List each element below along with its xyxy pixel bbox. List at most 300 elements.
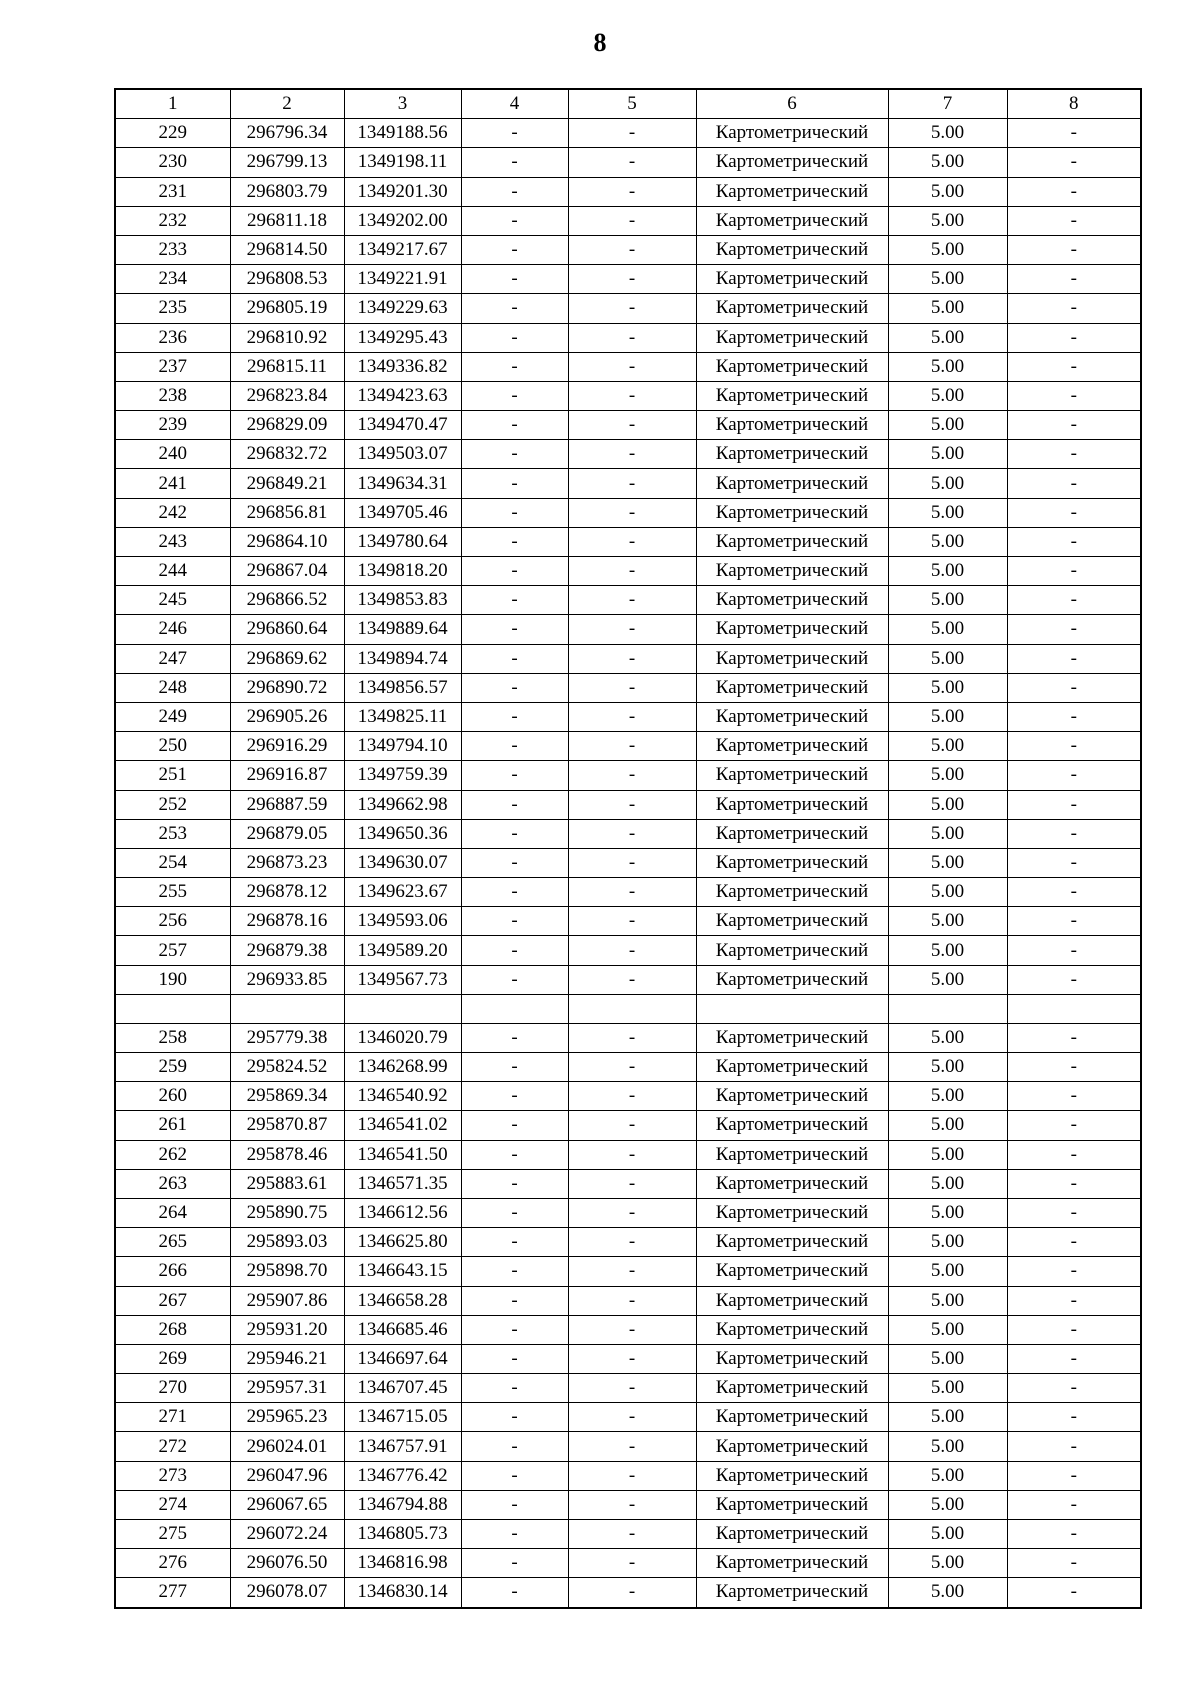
table-cell: 296916.29 [230,732,344,761]
table-cell: Картометрический [696,1023,888,1052]
table-cell: - [461,557,568,586]
table-cell: - [461,761,568,790]
table-cell: - [461,265,568,294]
table-cell: Картометрический [696,1432,888,1461]
table-cell: - [461,1461,568,1490]
table-cell: 5.00 [888,1111,1007,1140]
table-cell: - [461,148,568,177]
table-cell: 1349593.06 [344,907,461,936]
table-row [115,498,1141,527]
table-cell: - [1007,936,1141,965]
table-cell: 1346658.28 [344,1286,461,1315]
table-cell: - [568,323,696,352]
table-cell: - [461,206,568,235]
table-cell: - [461,936,568,965]
table-cell: 296878.12 [230,878,344,907]
table-cell: 5.00 [888,294,1007,323]
table-cell: - [568,1257,696,1286]
table-cell: - [461,878,568,907]
table-row [115,1228,1141,1257]
table-cell: - [568,411,696,440]
table-cell: Картометрический [696,206,888,235]
table-cell: - [1007,177,1141,206]
table-cell: - [568,1490,696,1519]
table-cell: 5.00 [888,1053,1007,1082]
table-cell: - [461,294,568,323]
table-cell: 296864.10 [230,527,344,556]
table-cell: - [568,1315,696,1344]
table-row [115,965,1141,994]
table-cell: - [568,1082,696,1111]
table-cell: 295869.34 [230,1082,344,1111]
table-cell: 5.00 [888,1257,1007,1286]
table-cell: - [461,1315,568,1344]
table-cell: 5.00 [888,1461,1007,1490]
table-cell: 5.00 [888,1344,1007,1373]
table-cell: 1346540.92 [344,1082,461,1111]
table-cell: 1349662.98 [344,790,461,819]
table-row [115,294,1141,323]
table-cell: - [1007,294,1141,323]
table-cell: - [461,1053,568,1082]
table-cell: - [1007,1578,1141,1608]
table-cell: 1349894.74 [344,644,461,673]
table-cell: - [1007,411,1141,440]
table-cell: - [1007,235,1141,264]
table-cell: - [568,761,696,790]
table-cell: - [1007,557,1141,586]
table-cell: - [1007,1286,1141,1315]
table-cell: Картометрический [696,1286,888,1315]
table-row [115,1257,1141,1286]
table-row [115,206,1141,235]
table-cell: 296867.04 [230,557,344,586]
table-row [115,1053,1141,1082]
table-row [115,1578,1141,1608]
table-cell: 232 [115,206,230,235]
table-cell: Картометрический [696,878,888,907]
table-cell: Картометрический [696,848,888,877]
table-cell: - [1007,1111,1141,1140]
table-cell: 5.00 [888,265,1007,294]
table-cell: 236 [115,323,230,352]
table-cell: 1349589.20 [344,936,461,965]
table-cell: 267 [115,1286,230,1315]
table-cell: - [461,352,568,381]
table-cell: - [461,1140,568,1169]
table-cell: Картометрический [696,323,888,352]
table-cell: - [568,1111,696,1140]
table-cell: Картометрический [696,1082,888,1111]
table-row [115,644,1141,673]
table-cell: 1349423.63 [344,381,461,410]
table-cell: - [461,1490,568,1519]
table-cell: - [568,1432,696,1461]
table-cell: 240 [115,440,230,469]
table-cell: 296879.38 [230,936,344,965]
table-cell: 1346541.02 [344,1111,461,1140]
table-cell: 5.00 [888,1023,1007,1052]
table-cell: 5.00 [888,936,1007,965]
table-cell: 296024.01 [230,1432,344,1461]
table-cell: 295779.38 [230,1023,344,1052]
table-cell: 273 [115,1461,230,1490]
table-row [115,1082,1141,1111]
table-cell: 230 [115,148,230,177]
table-cell: 5.00 [888,819,1007,848]
table-cell: Картометрический [696,119,888,148]
table-cell: 296878.16 [230,907,344,936]
table-cell [696,994,888,1023]
table-body [115,119,1141,1608]
table-cell: - [1007,1228,1141,1257]
table-cell: - [568,1374,696,1403]
table-cell: 5.00 [888,1432,1007,1461]
table-cell: Картометрический [696,1490,888,1519]
table-row [115,557,1141,586]
table-cell: Картометрический [696,352,888,381]
table-cell: 242 [115,498,230,527]
table-cell: 296916.87 [230,761,344,790]
table-cell: Картометрический [696,527,888,556]
table-cell: 295870.87 [230,1111,344,1140]
table-cell: - [1007,1023,1141,1052]
table-cell: 295957.31 [230,1374,344,1403]
table-cell: 243 [115,527,230,556]
table-cell: 272 [115,1432,230,1461]
table-cell: - [1007,965,1141,994]
table-cell: 296933.85 [230,965,344,994]
table-cell: 263 [115,1169,230,1198]
table-cell: 265 [115,1228,230,1257]
table-cell: - [1007,1403,1141,1432]
table-cell: 5.00 [888,1549,1007,1578]
table-cell: - [1007,119,1141,148]
table-cell: 229 [115,119,230,148]
table-cell: 5.00 [888,177,1007,206]
table-row [115,1198,1141,1227]
table-row [115,1315,1141,1344]
table-cell: 235 [115,294,230,323]
table-cell: - [1007,352,1141,381]
table-cell: - [568,1169,696,1198]
table-cell: - [568,1198,696,1227]
table-cell: - [1007,1344,1141,1373]
table-cell: 5.00 [888,235,1007,264]
table-cell: - [461,1169,568,1198]
table-cell: - [461,1578,568,1608]
table-cell: 296860.64 [230,615,344,644]
table-cell: - [568,1023,696,1052]
table-cell: 296067.65 [230,1490,344,1519]
table-cell: - [1007,1520,1141,1549]
table-row [115,1461,1141,1490]
table-cell: - [1007,819,1141,848]
table-cell: Картометрический [696,965,888,994]
table-cell: - [1007,1490,1141,1519]
table-cell: Картометрический [696,1549,888,1578]
table-cell: 1349198.11 [344,148,461,177]
table-cell: 5.00 [888,615,1007,644]
table-cell: 255 [115,878,230,907]
table-cell: - [1007,586,1141,615]
table-cell: - [461,586,568,615]
table-cell: - [461,1023,568,1052]
table-cell: 5.00 [888,527,1007,556]
table-row [115,702,1141,731]
table-cell: - [568,1403,696,1432]
table-cell: - [461,673,568,702]
table-cell: - [1007,1198,1141,1227]
table-row [115,907,1141,936]
table-cell: 5.00 [888,878,1007,907]
table-cell: 5.00 [888,761,1007,790]
table-cell: 1349634.31 [344,469,461,498]
table-cell: - [461,527,568,556]
table-cell: 1346643.15 [344,1257,461,1286]
table-row [115,527,1141,556]
table-cell: 296905.26 [230,702,344,731]
table-cell: 5.00 [888,1198,1007,1227]
table-cell [1007,994,1141,1023]
table-cell: - [1007,1053,1141,1082]
table-cell: 1346707.45 [344,1374,461,1403]
table-cell: Картометрический [696,790,888,819]
table-cell: 1349794.10 [344,732,461,761]
table-cell: - [1007,673,1141,702]
table-row [115,1140,1141,1169]
table-cell: Картометрический [696,732,888,761]
table-cell: - [461,119,568,148]
table-cell: 260 [115,1082,230,1111]
table-cell: 5.00 [888,1140,1007,1169]
table-cell: - [1007,878,1141,907]
table-cell: 296072.24 [230,1520,344,1549]
table-cell: - [1007,469,1141,498]
table-cell: Картометрический [696,498,888,527]
table-cell: 295907.86 [230,1286,344,1315]
table-cell: 266 [115,1257,230,1286]
table-cell: - [568,878,696,907]
table-cell: - [461,177,568,206]
table-cell: - [1007,1432,1141,1461]
table-row [115,235,1141,264]
table-cell: 5.00 [888,586,1007,615]
table-row [115,1111,1141,1140]
table-row [115,177,1141,206]
table-cell: 5.00 [888,1169,1007,1198]
table-cell: 257 [115,936,230,965]
table-cell: 241 [115,469,230,498]
table-cell: - [568,702,696,731]
table-cell: 246 [115,615,230,644]
table-cell: Картометрический [696,381,888,410]
table-row [115,819,1141,848]
table-cell: 296823.84 [230,381,344,410]
table-cell: - [1007,323,1141,352]
table-cell: Картометрический [696,702,888,731]
table-cell: 5.00 [888,352,1007,381]
table-cell: 268 [115,1315,230,1344]
table-cell: 258 [115,1023,230,1052]
table-cell: 296076.50 [230,1549,344,1578]
table-cell: 5.00 [888,790,1007,819]
table-cell: - [461,1082,568,1111]
table-row [115,790,1141,819]
table-cell: Картометрический [696,440,888,469]
table-cell: 5.00 [888,1520,1007,1549]
table-cell: 5.00 [888,848,1007,877]
table-cell: 295965.23 [230,1403,344,1432]
table-cell: - [461,1549,568,1578]
table-cell: - [568,1286,696,1315]
table-cell: 1349705.46 [344,498,461,527]
table-cell: - [1007,440,1141,469]
table-cell: - [461,965,568,994]
table-row [115,936,1141,965]
table-cell: - [568,1228,696,1257]
table-cell: Картометрический [696,819,888,848]
table-cell: - [461,790,568,819]
table-cell: 1349856.57 [344,673,461,702]
table-cell: - [1007,1257,1141,1286]
table-cell: 1349623.67 [344,878,461,907]
table-cell: 5.00 [888,1286,1007,1315]
table-cell: - [568,557,696,586]
table-cell: 1346625.80 [344,1228,461,1257]
table-cell: - [1007,1315,1141,1344]
table-cell: 5.00 [888,1490,1007,1519]
table-cell: 1346776.42 [344,1461,461,1490]
table-cell: 1346697.64 [344,1344,461,1373]
table-cell: Картометрический [696,148,888,177]
table-cell: - [568,1520,696,1549]
table-cell: 190 [115,965,230,994]
table-cell: - [1007,1169,1141,1198]
table-cell: 247 [115,644,230,673]
table-cell: - [568,615,696,644]
table-cell: - [568,1549,696,1578]
table-cell: - [568,644,696,673]
table-cell: - [568,819,696,848]
table-cell: Картометрический [696,936,888,965]
table-cell: - [1007,206,1141,235]
table-cell: 252 [115,790,230,819]
table-cell: - [568,381,696,410]
table-header-row [115,89,1141,119]
table-cell: 5.00 [888,1403,1007,1432]
table-cell: 296811.18 [230,206,344,235]
table-cell: - [568,527,696,556]
table-row [115,1403,1141,1432]
table-cell: 295824.52 [230,1053,344,1082]
table-cell: 1349336.82 [344,352,461,381]
table-spacer-row [115,994,1141,1023]
table-cell: 296047.96 [230,1461,344,1490]
table-row [115,469,1141,498]
table-cell: - [461,381,568,410]
table-cell: 251 [115,761,230,790]
table-cell: 231 [115,177,230,206]
table-cell: 296814.50 [230,235,344,264]
table-cell: - [568,148,696,177]
table-cell: - [461,644,568,673]
table-cell: 1349229.63 [344,294,461,323]
table-cell: - [1007,527,1141,556]
table-cell: - [568,119,696,148]
table-cell: - [568,352,696,381]
table-cell: Картометрический [696,615,888,644]
table-cell: - [1007,790,1141,819]
table-cell: Картометрический [696,177,888,206]
table-cell: 1349780.64 [344,527,461,556]
table-row [115,1023,1141,1052]
table-cell: 5.00 [888,702,1007,731]
table-cell: - [461,615,568,644]
table-cell: - [568,294,696,323]
table-cell: - [461,411,568,440]
table-cell: 1349503.07 [344,440,461,469]
table-cell [461,994,568,1023]
table-cell: 5.00 [888,323,1007,352]
table-row [115,323,1141,352]
table-cell: 5.00 [888,381,1007,410]
table-cell: - [568,235,696,264]
table-cell: 276 [115,1549,230,1578]
table-cell: 1346805.73 [344,1520,461,1549]
table-row [115,1344,1141,1373]
table-cell: - [568,586,696,615]
table-cell: 234 [115,265,230,294]
table-cell: - [568,1053,696,1082]
table-cell: 1349221.91 [344,265,461,294]
table-cell: 295946.21 [230,1344,344,1373]
table-cell: Картометрический [696,1228,888,1257]
table-cell: 296873.23 [230,848,344,877]
column-header: 4 [461,89,568,119]
table-cell [568,994,696,1023]
table-cell: - [568,848,696,877]
table-cell: 295893.03 [230,1228,344,1257]
table-cell: 296869.62 [230,644,344,673]
table-cell: Картометрический [696,1374,888,1403]
table-cell: - [1007,761,1141,790]
table-row [115,1169,1141,1198]
table-row [115,352,1141,381]
coordinates-table [114,88,1142,1609]
table-cell: Картометрический [696,1315,888,1344]
table-row [115,1520,1141,1549]
table-cell: - [1007,498,1141,527]
table-cell: 5.00 [888,673,1007,702]
table-cell: - [461,1403,568,1432]
table-cell: 295883.61 [230,1169,344,1198]
table-cell: 233 [115,235,230,264]
column-header: 5 [568,89,696,119]
table-cell: - [568,206,696,235]
table-cell: - [568,1344,696,1373]
table-cell: - [461,702,568,731]
table-cell [230,994,344,1023]
table-cell: - [461,1257,568,1286]
table-cell: 5.00 [888,644,1007,673]
table-cell: Картометрический [696,1344,888,1373]
table-cell: Картометрический [696,1169,888,1198]
column-header: 7 [888,89,1007,119]
table-cell: 1349759.39 [344,761,461,790]
table-cell: 5.00 [888,965,1007,994]
table-cell: 1349201.30 [344,177,461,206]
